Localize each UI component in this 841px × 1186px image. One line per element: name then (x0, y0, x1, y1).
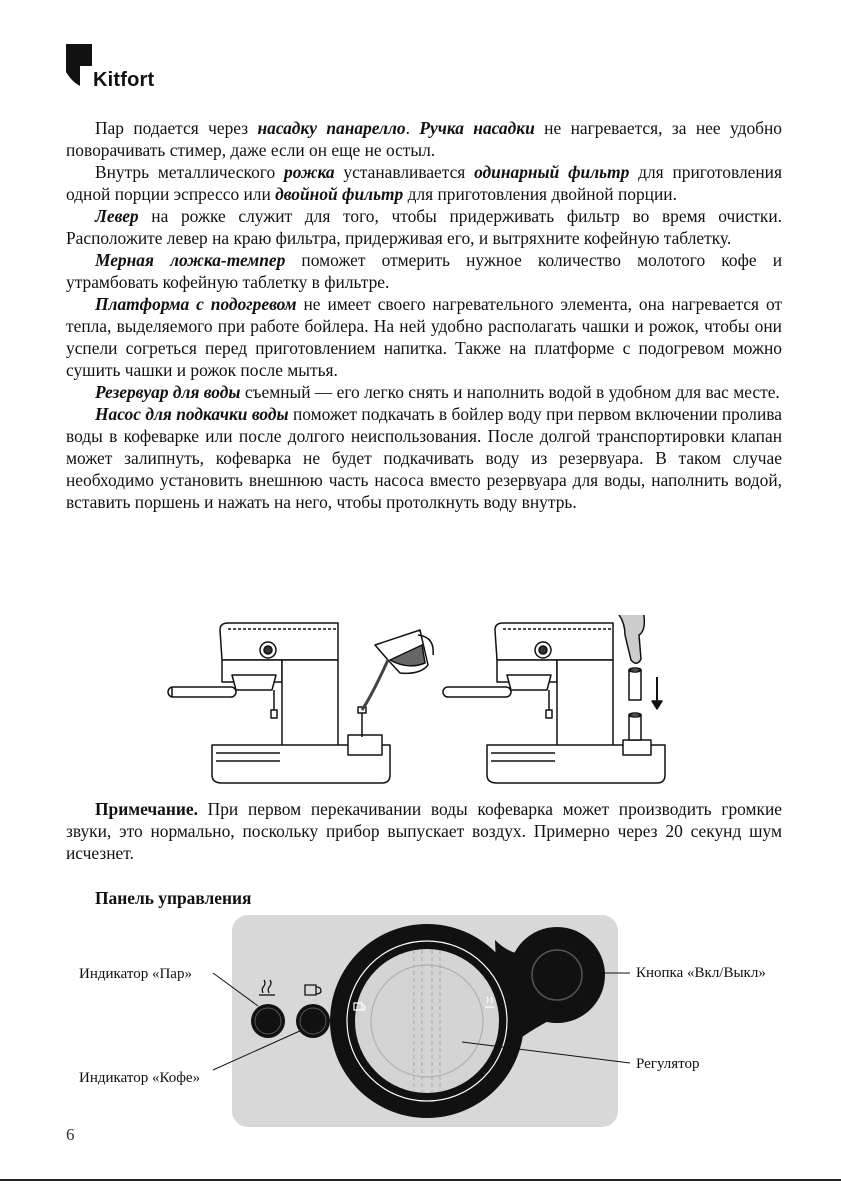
text-run: Внутрь металлического (95, 162, 284, 182)
text-run: для приготовления двойной порции. (403, 184, 677, 204)
control-panel-diagram (0, 905, 841, 1135)
pump-illustrations (150, 615, 690, 787)
section-title: Панель управления (95, 888, 252, 908)
term: двойной фильтр (275, 184, 404, 204)
coffee-machine-left-drawing (168, 623, 433, 783)
steam-indicator-label: Индикатор «Пар» (79, 966, 192, 982)
text-run: на рожке служит для того, чтобы придерживать фильтр во время очистки. Расположите левер на краю фильтра, придерживая его, и вытряхните кофейную таблетку. (66, 206, 782, 248)
term: Левер (95, 206, 139, 226)
control-panel-drawing (0, 905, 841, 1135)
steam-indicator-drawing (251, 1004, 285, 1038)
term: Ручка насадки (419, 118, 535, 138)
paragraph (66, 117, 782, 161)
text-run: для приготовления одной порции эспрессо или (66, 162, 782, 204)
term: Резервуар для воды (95, 382, 241, 402)
paragraph (66, 205, 782, 249)
paragraph (66, 381, 782, 403)
text-run: Пар подается через (95, 118, 258, 138)
term: насадку панарелло (257, 118, 406, 138)
term: рожка (284, 162, 335, 182)
note-label: Примечание. (95, 799, 198, 819)
paragraph (66, 403, 782, 513)
paragraph (66, 161, 782, 205)
kitfort-logo-icon (66, 44, 94, 90)
power-button-label: Кнопка «Вкл/Выкл» (636, 965, 766, 981)
term: одинарный фильтр (474, 162, 630, 182)
text-run: устанавливается (334, 162, 475, 182)
paragraph (66, 293, 782, 381)
text-run: . (405, 118, 420, 138)
text-run: съемный — его легко снять и наполнить водой в удобном для вас месте. (240, 382, 780, 402)
note-paragraph (66, 798, 782, 864)
text-run: не нагревается, за нее удобно поворачивать стимер, даже если он еще не остыл. (66, 118, 782, 160)
power-button-drawing (532, 950, 582, 1000)
term: Мерная ложка-темпер (95, 250, 286, 270)
term: Насос для подкачки воды (95, 404, 289, 424)
coffee-machine-right-drawing (443, 615, 665, 783)
text-run: поможет подкачать в бойлер воду при первом включении пролива воды в кофеварке или после долгого неиспользования. После долгой транспортировки клапан может залипнуть, кофеварка не будет подкачивать воду из резервуара. В таком случае необходимо установить внешнюю часть насоса вместо резервуара для воды, наполнить водой, вставить поршень и нажать на него, чтобы протолкнуть воду внутрь. (66, 404, 782, 512)
body-text (66, 117, 782, 513)
paragraph (66, 249, 782, 293)
term: Платформа с подогревом (95, 294, 297, 314)
coffee-indicator-drawing (296, 1004, 330, 1038)
page-number: 6 (66, 1125, 75, 1144)
bottom-rule (0, 1179, 841, 1181)
regulator-label: Регулятор (636, 1056, 700, 1072)
text-run: поможет отмерить нужное количество молотого кофе и утрамбовать кофейную таблетку в фильтре. (66, 250, 783, 292)
brand-name: Kitfort (93, 69, 155, 91)
brand-logo (66, 44, 196, 96)
coffee-indicator-label: Индикатор «Кофе» (79, 1070, 201, 1086)
note-text: При первом перекачивании воды кофеварка может производить громкие звуки, это нормально, поскольку прибор выпускает воздух. Примерно через 20 секунд шум исчезнет. (66, 799, 782, 863)
text-run: не имеет своего нагревательного элемента, она нагревается от тепла, выделяемого при работе бойлера. На ней удобно располагать чашки и рожок, чтобы они успели согреться перед приготовлением напитка. Также на платформе с подогревом можно сушить чашки и рожок после мытья. (66, 294, 783, 380)
